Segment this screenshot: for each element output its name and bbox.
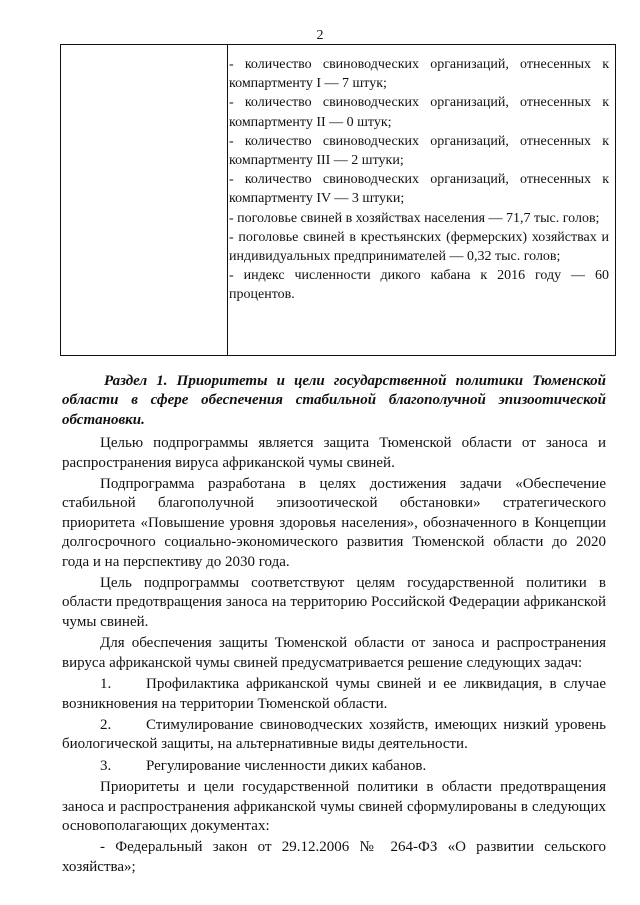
section-content — [62, 372, 606, 879]
table-line: - поголовье свиней в крестьянских (фермерских) хозяйствах и индивидуальных предпринимателей — 0,32 тыс. голов; — [229, 229, 609, 265]
list-item-number: 3. — [100, 757, 112, 774]
page-number: 2 — [316, 28, 324, 43]
table-line: - поголовье свиней в хозяйствах населения — 71,7 тыс. голов; — [229, 210, 600, 226]
table-line: - индекс численности дикого кабана к 2016 году — 60 процентов. — [229, 268, 609, 303]
paragraph-tasks-intro: Для обеспечения защиты Тюменской области от заноса и распространения вируса африканской чумы свиней предусматривается решение следующих задач: — [62, 635, 606, 671]
table-line: - количество свиноводческих организаций, отнесенных к компартменту I — 7 штук; — [229, 57, 609, 92]
table-line: - количество свиноводческих организаций, отнесенных к компартменту IV — 3 штуки; — [229, 172, 609, 207]
table-cell-indicators — [229, 55, 609, 305]
list-item — [62, 716, 606, 755]
paragraph-development: Подпрограмма разработана в целях достижения задачи «Обеспечение стабильной благополучной эпизоотической обстановки» стратегического приоритета «Повышение уровня здоровья населения», обозначенного в Концепции долгосрочного социально-экономического развития Тюменской области до 2020 года и на перспективу до 2030 года. — [62, 476, 606, 570]
list-item-number: 2. — [100, 716, 112, 733]
list-item-text: Стимулирование свиноводческих хозяйств, имеющих низкий уровень биологической защиты, на альтернативные виды деятельности. — [62, 716, 606, 753]
table-column-divider — [227, 45, 228, 355]
list-item — [62, 675, 606, 714]
paragraph-federal-law: - Федеральный закон от 29.12.2006 № 264-ФЗ «О развитии сельского хозяйства»; — [62, 839, 606, 875]
paragraph-priorities: Приоритеты и цели государственной политики в области предотвращения заноса и распространения африканской чумы свиней сформулированы в следующих основополагающих документах: — [62, 779, 606, 834]
list-item — [62, 757, 606, 776]
list-item-number: 1. — [100, 676, 112, 693]
list-item-text: Профилактика африканской чумы свиней и ее ликвидация, в случае возникновения на территории Тюменской области. — [62, 676, 606, 712]
paragraph-goal: Целью подпрограммы является защита Тюменской области от заноса и распространения вируса африканской чумы свиней. — [62, 435, 606, 471]
table-line: - количество свиноводческих организаций, отнесенных к компартменту III — 2 штуки; — [229, 133, 609, 169]
table-line: - количество свиноводческих организаций, отнесенных к компартменту II — 0 штук; — [229, 95, 609, 130]
indicators-table — [60, 44, 616, 356]
list-item-text: Регулирование численности диких кабанов. — [146, 757, 427, 774]
section-heading: Раздел 1. Приоритеты и цели государственной политики Тюменской области в сфере обеспечения стабильной благополучной эпизоотической обстановки. — [62, 373, 606, 428]
paragraph-policy: Цель подпрограммы соответствуют целям государственной политики в области предотвращения заноса на территорию Российской Федерации африканской чумы свиней. — [62, 575, 606, 630]
